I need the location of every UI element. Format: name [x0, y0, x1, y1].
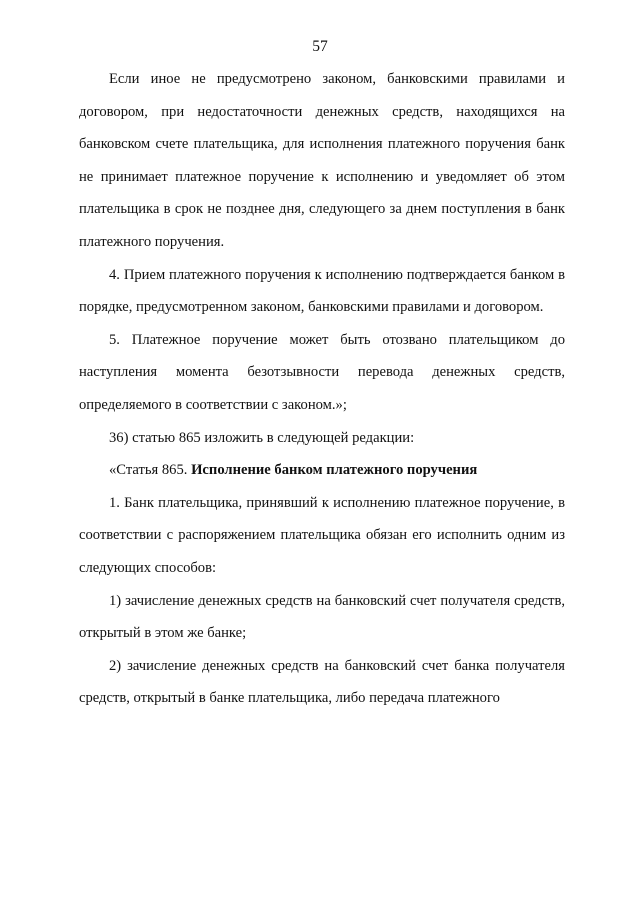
paragraph-item-5: 5. Платежное поручение может быть отозвано плательщиком до наступления момента безотзывности перевода денежных средств, определяемого в соответствии с законом.»; — [79, 331, 565, 413]
article-865-heading — [79, 454, 565, 487]
paragraph-item-4: 4. Прием платежного поручения к исполнению подтверждается банком в порядке, предусмотренном законом, банковскими правилами и договором. — [79, 266, 565, 316]
article-865-prefix: «Статья 865. — [109, 462, 192, 479]
paragraph-amendment-36: 36) статью 865 изложить в следующей редакции: — [109, 429, 415, 446]
paragraph-article-865-item-1: 1. Банк плательщика, принявший к исполнению платежное поручение, в соответствии с распоряжением плательщика обязан его исполнить одним из следующих способов: — [79, 494, 565, 576]
article-865-title: Исполнение банком платежного поручения — [191, 462, 478, 479]
page-number: 57 — [312, 38, 328, 55]
paragraph-method-1: 1) зачисление денежных средств на банковский счет получателя средств, открытый в этом же банке; — [79, 592, 565, 642]
paragraph-method-2: 2) зачисление денежных средств на банковский счет банка получателя средств, открытый в банке плательщика, либо передача платежного — [79, 657, 565, 707]
document-body — [79, 63, 565, 715]
paragraph-insufficient-funds: Если иное не предусмотрено законом, банковскими правилами и договором, при недостаточности денежных средств, находящихся на банковском счете плательщика, для исполнения платежного поручения банк не принимает платежное поручение к исполнению и уведомляет об этом плательщика в срок не позднее дня, следующего за днем поступления в банк платежного поручения. — [79, 71, 565, 250]
